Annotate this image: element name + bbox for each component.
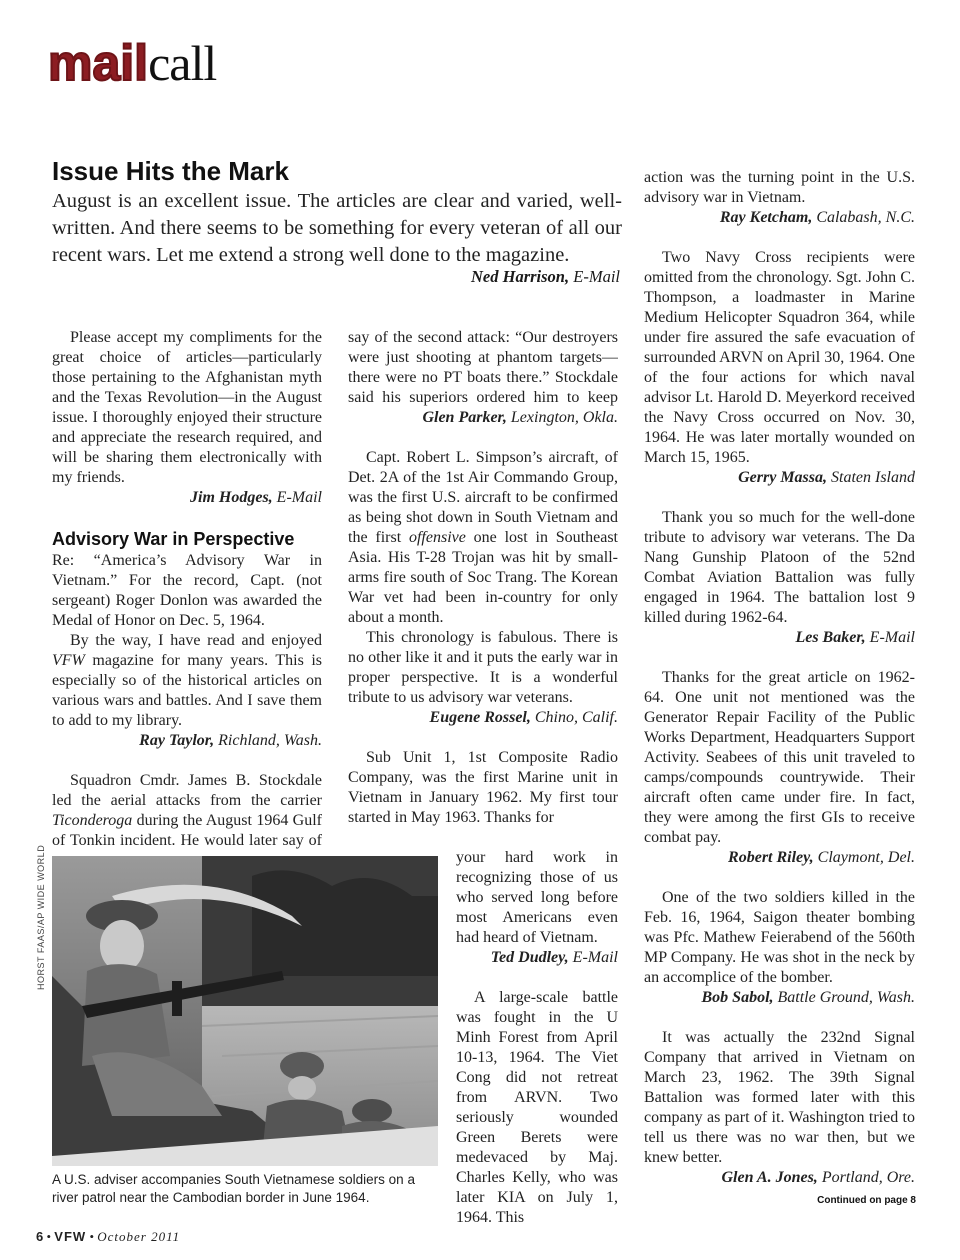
sig-place: E-Mail xyxy=(869,629,915,646)
text-run: By the way, I have read and enjoyed xyxy=(70,632,322,649)
issue-date: October 2011 xyxy=(97,1229,181,1244)
letter-parker-body-continued xyxy=(348,328,618,408)
sig-name: Jim Hodges, xyxy=(190,489,273,506)
sig-place: Lexington, Okla. xyxy=(510,409,618,426)
column-1 xyxy=(52,328,322,851)
section-heading-advisory: Advisory War in Perspective xyxy=(52,529,295,549)
sig-place: E-Mail xyxy=(572,949,618,966)
letter-massa-body: Two Navy Cross recipients were omitted from the chronology. Sgt. John C. Thompson, a loadmaster in Marine Medium Helicopter Squadron 364, while under fire assured the safe evacuation of surrounded ARVN on April 30, 1964. One of the four actions for which naval advisor Lt. Harold D. Meyerkord received the Navy Cross occurred on Nov. 30, 1964. He was later mortally wounded on March 15, 1965. xyxy=(644,249,915,466)
page-footer xyxy=(36,1229,180,1245)
sig-place: Portland, Ore. xyxy=(821,1169,915,1186)
text-italic: VFW xyxy=(52,652,85,669)
masthead-logo xyxy=(48,35,217,91)
masthead-mail: mail xyxy=(48,35,149,91)
column-2 xyxy=(348,328,618,828)
sig-name: Les Baker, xyxy=(795,629,866,646)
text-italic: Ticonderoga xyxy=(52,812,133,829)
letter-riley-signature xyxy=(644,848,915,868)
sig-place: Richland, Wash. xyxy=(218,732,322,749)
text-run: magazine for many years. This is especially so of the historical articles on various wars and battles. And I save them to add to my library. xyxy=(52,652,322,729)
letter-ketcham-signature xyxy=(644,208,915,228)
page-number: 6 xyxy=(36,1229,44,1244)
news-photo xyxy=(52,856,438,1166)
footer-separator: • xyxy=(46,1229,52,1244)
letter-dudley-body-end: your hard work in recognizing those of us who served long before most Americans even had heard of Vietnam. xyxy=(456,849,618,946)
sig-name: Ted Dudley, xyxy=(490,949,569,966)
letter-taylor-signature xyxy=(52,731,322,751)
sig-place: E-Mail xyxy=(276,489,322,506)
letter-parker-body-start xyxy=(52,771,322,851)
letter-parker-tail: say of the second attack: “Our destroyers were just shooting at phantom targets—there were no PT boats there.” Stockdale said his superiors ordered him to keep xyxy=(348,329,618,406)
column-2-narrow xyxy=(456,848,618,1228)
sig-place: Chino, Calif. xyxy=(534,709,618,726)
sig-place: Staten Island xyxy=(831,469,915,486)
footer-separator: • xyxy=(89,1229,94,1244)
lead-sig-place: E-Mail xyxy=(573,267,620,286)
text-italic: offensive xyxy=(408,529,466,546)
letter-jones-body: It was actually the 232nd Signal Company that arrived in Vietnam on March 23, 1962. The 39th Signal Battalion was formed later with this company as part of it. Washington tried to tell us there was no war then, but we knew better. xyxy=(644,1029,915,1166)
sig-name: Bob Sabol, xyxy=(701,989,774,1006)
column-3 xyxy=(644,168,915,1188)
photo-illustration xyxy=(52,856,438,1166)
sig-name: Eugene Rossel, xyxy=(429,709,531,726)
letter-ketcham-body-end: action was the turning point in the U.S. advisory war in Vietnam. xyxy=(644,169,915,206)
letter-jones-signature xyxy=(644,1168,915,1188)
photo-credit xyxy=(36,844,50,990)
sig-place: Calabash, N.C. xyxy=(816,209,915,226)
letter-dudley-signature xyxy=(456,948,618,968)
masthead-call: call xyxy=(148,35,217,91)
photo-caption: A U.S. adviser accompanies South Vietnamese soldiers on a river patrol near the Cambodian border in June 1964. xyxy=(52,1172,415,1205)
magazine-name: VFW xyxy=(54,1229,87,1244)
letter-baker-signature xyxy=(644,628,915,648)
sig-name: Glen Parker, xyxy=(422,409,507,426)
lead-title: Issue Hits the Mark xyxy=(52,156,289,186)
letter-baker-body: Thank you so much for the well-done tribute to advisory war veterans. The Da Nang Gunship Platoon of the 52nd Combat Aviation Battalion was fully engaged in 1964. The battalion lost 9 killed during 1962-64. xyxy=(644,509,915,626)
text-run: Squadron Cmdr. James B. Stockdale led the aerial attacks from the carrier xyxy=(52,772,322,809)
letter-sabol-signature xyxy=(644,988,915,1008)
sig-name: Ray Taylor, xyxy=(139,732,215,749)
lead-body: August is an excellent issue. The articles are clear and varied, well-written. And there seems to be something for every veteran of all our recent wars. Let me extend a strong well done to the magazine. xyxy=(52,190,622,266)
letter-massa-signature xyxy=(644,468,915,488)
sig-name: Robert Riley, xyxy=(728,849,814,866)
sig-name: Gerry Massa, xyxy=(738,469,827,486)
lead-sig-name: Ned Harrison, xyxy=(471,267,570,286)
sig-name: Ray Ketcham, xyxy=(719,209,813,226)
letter-ketcham-body-start: A large-scale battle was fought in the U Minh Forest from April 10-13, 1964. The Viet Cong did not retreat from ARVN. Two seriously wounded Green Berets were medevaced by Maj. Charles Kelly, who was later KIA on July 1, 1964. This xyxy=(456,989,618,1226)
sig-place: Battle Ground, Wash. xyxy=(777,989,915,1006)
letter-riley-body: Thanks for the great article on 1962-64. One unit not mentioned was the Generator Repair Facility of the Public Works Department, Headquarters Support Activity. Seabees of this unit traveled to camps/compounds countrywide. Their aircraft often came under fire. In fact, they were among the first GIs to receive combat pay. xyxy=(644,669,915,846)
letter-hodges-body: Please accept my compliments for the great choice of articles—particularly those pertaining to the Afghanistan myth and the Texas Revolution—in the August issue. I thoroughly enjoyed their structure and appreciate the research required, and will be sharing them electronically with my friends. xyxy=(52,329,322,486)
text-run: during the August 1964 Gulf of Tonkin incident. He would later say of xyxy=(52,812,322,849)
letter-rossel-p2: This chronology is fabulous. There is no other like it and it puts the early war in proper perspective. It is a wonderful tribute to us advisory war veterans. xyxy=(348,629,618,706)
text-run: Capt. Robert L. Simpson’s aircraft, of Det. 2A of the 1st Air Commando Group, was the first U.S. aircraft to be confirmed as being shot down in South Vietnam and the first xyxy=(348,449,618,546)
sig-place: Claymont, Del. xyxy=(817,849,915,866)
letter-rossel-p1 xyxy=(348,448,618,628)
letter-hodges-signature xyxy=(52,488,322,508)
text-run: one lost in Southeast Asia. His T-28 Trojan was hit by small-arms fire south of Soc Trang. The Korean War vet had been in-country for only about a month. xyxy=(348,529,618,626)
letter-rossel-signature xyxy=(348,708,618,728)
letter-taylor-p2 xyxy=(52,631,322,731)
lead-signature xyxy=(52,267,620,287)
photo-credit-text: HORST FAAS/AP WIDE WORLD xyxy=(36,844,46,990)
letter-dudley-body-start: Sub Unit 1, 1st Composite Radio Company, was the first Marine unit in Vietnam in January 1962. My first tour started in May 1963. Thanks for xyxy=(348,749,618,826)
letter-sabol-body: One of the two soldiers killed in the Feb. 16, 1964, Saigon theater bombing was Pfc. Mathew Feierabend of the 560th MP Company. He was shot in the neck by an accomplice of the bomber. xyxy=(644,889,915,986)
continued-note: Continued on page 8 xyxy=(817,1195,916,1206)
letter-parker-signature xyxy=(348,408,618,428)
letter-taylor-p1: Re: “America’s Advisory War in Vietnam.” For the record, Capt. (not sergeant) Roger Donlon was awarded the Medal of Honor on Dec. 5, 1964. xyxy=(52,552,322,629)
sig-name: Glen A. Jones, xyxy=(721,1169,818,1186)
